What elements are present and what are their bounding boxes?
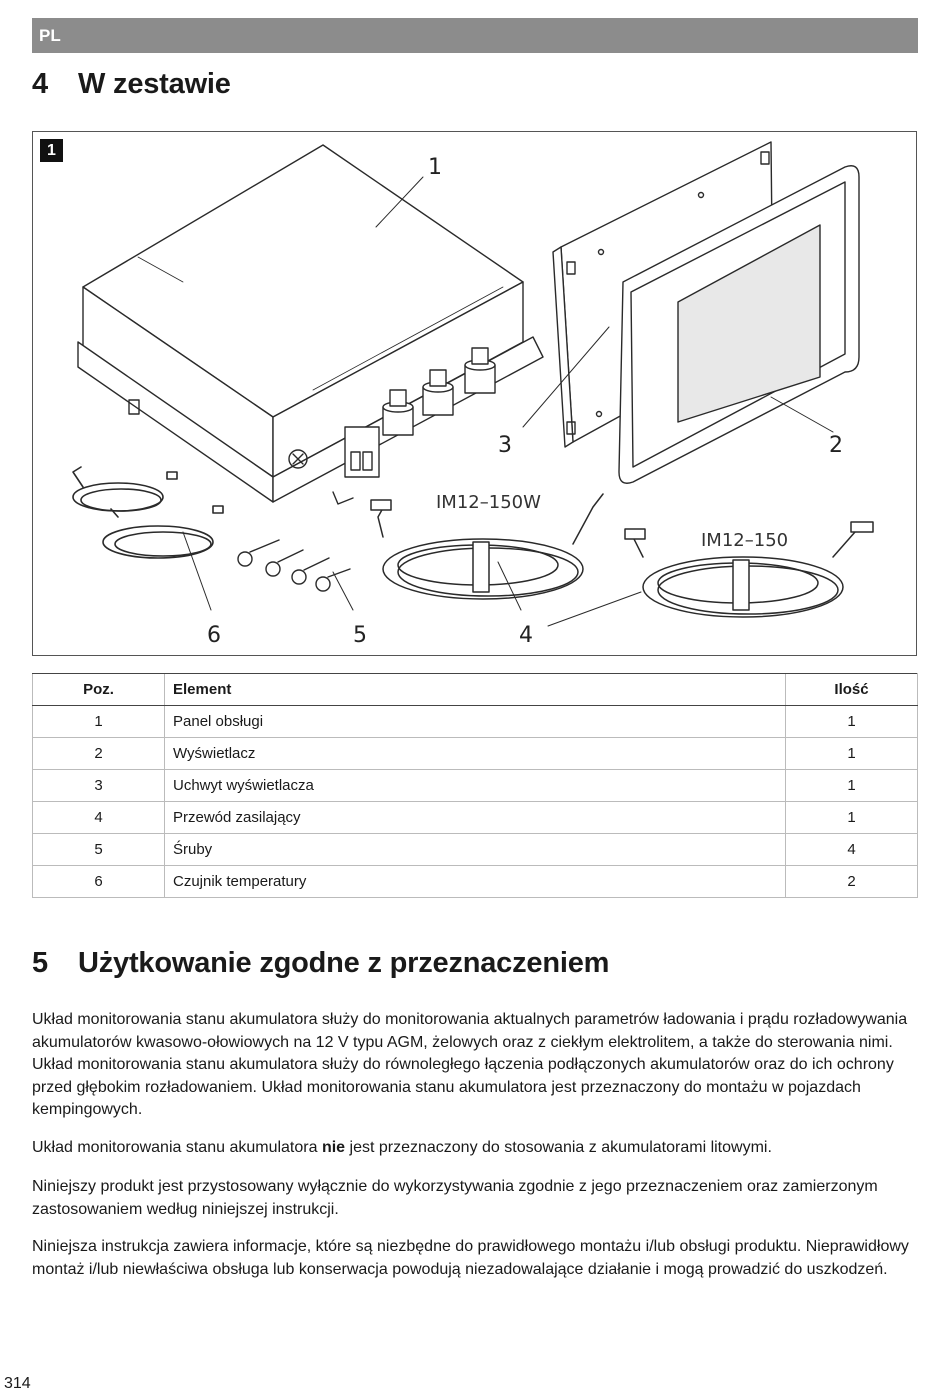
- header-qty: Ilość: [786, 674, 918, 706]
- cell-qty: 2: [786, 866, 918, 898]
- paragraph-1: Układ monitorowania stanu akumulatora służy do monitorowania aktualnych parametrów ładowania i prądu rozładowywania akumulatorów kwasowo-ołowiowych na 12 V typu AGM, żelowych oraz z ciekłym elektrolitem, a także do sterowania nimi. Układ monitorowania stanu akumulatora służy do równoległego łączenia podłączonych akumulatorów oraz do ich ochrony przed głębokim rozładowaniem. Układ monitorowania stanu akumulatora jest przeznaczony do montażu w pojazdach kempingowych.: [32, 1011, 908, 1118]
- table-row: [33, 866, 918, 898]
- cell-element: Śruby: [165, 834, 786, 866]
- section-title: W zestawie: [78, 68, 231, 100]
- callout-4: 4: [519, 623, 533, 648]
- p2-text-after: jest przeznaczony do stosowania z akumulatorami litowymi.: [345, 1139, 772, 1156]
- temperature-sensor-cables: [73, 467, 223, 558]
- p2-emphasis: nie: [321, 1139, 346, 1156]
- table-row: [33, 770, 918, 802]
- cell-pos: 1: [33, 706, 165, 738]
- cell-element: Czujnik temperatury: [165, 866, 786, 898]
- cell-qty: 1: [786, 770, 918, 802]
- cell-qty: 4: [786, 834, 918, 866]
- callout-5: 5: [353, 623, 367, 648]
- control-panel-drawing: [78, 145, 543, 504]
- cell-qty: 1: [786, 802, 918, 834]
- header-element: Element: [165, 674, 786, 706]
- section-4-heading: [32, 68, 231, 101]
- cell-element: Uchwyt wyświetlacza: [165, 770, 786, 802]
- paragraph-3: Niniejszy produkt jest przystosowany wyłącznie do wykorzystywania zgodnie z jego przeznaczeniem oraz zamierzonym zastosowaniem według niniejszej instrukcji.: [32, 1178, 878, 1218]
- cell-qty: 1: [786, 706, 918, 738]
- table-row: [33, 834, 918, 866]
- callout-3: 3: [498, 433, 512, 458]
- section-title: Użytkowanie zgodne z przeznaczeniem: [78, 947, 610, 979]
- table-header-row: [33, 674, 918, 706]
- page-number: 314: [4, 1375, 31, 1392]
- paragraph-2: [32, 1137, 916, 1160]
- figure-1: [32, 131, 917, 656]
- cell-pos: 2: [33, 738, 165, 770]
- callout-1: 1: [428, 155, 442, 180]
- parts-illustration: [33, 132, 918, 657]
- p2-text-before: Układ monitorowania stanu akumulatora: [32, 1139, 322, 1156]
- table-row: [33, 802, 918, 834]
- language-code: PL: [39, 26, 61, 45]
- screws: [238, 540, 350, 591]
- cell-pos: 3: [33, 770, 165, 802]
- cell-pos: 6: [33, 866, 165, 898]
- cell-element: Przewód zasilający: [165, 802, 786, 834]
- callout-2: 2: [829, 433, 843, 458]
- label-im12-150w: IM12–150W: [436, 492, 541, 513]
- cell-pos: 4: [33, 802, 165, 834]
- table-row: [33, 738, 918, 770]
- figure-badge: 1: [40, 139, 63, 162]
- label-im12-150: IM12–150: [701, 530, 789, 551]
- section-5-heading: [32, 947, 609, 980]
- section-number: 4: [32, 68, 48, 100]
- header-pos: Poz.: [33, 674, 165, 706]
- cell-pos: 5: [33, 834, 165, 866]
- section-number: 5: [32, 947, 48, 979]
- parts-table: [32, 673, 918, 898]
- cell-qty: 1: [786, 738, 918, 770]
- callout-6: 6: [207, 623, 221, 648]
- cell-element: Wyświetlacz: [165, 738, 786, 770]
- cell-element: Panel obsługi: [165, 706, 786, 738]
- table-row: [33, 706, 918, 738]
- paragraph-4: Niniejsza instrukcja zawiera informacje, które są niezbędne do prawidłowego montażu i/lub obsługi produktu. Nieprawidłowy montaż i/lub niewłaściwa obsługa lub konserwacja powodują niezadowalające działanie i mogą prowadzić do uszkodzeń.: [32, 1238, 909, 1278]
- language-bar: [32, 18, 918, 53]
